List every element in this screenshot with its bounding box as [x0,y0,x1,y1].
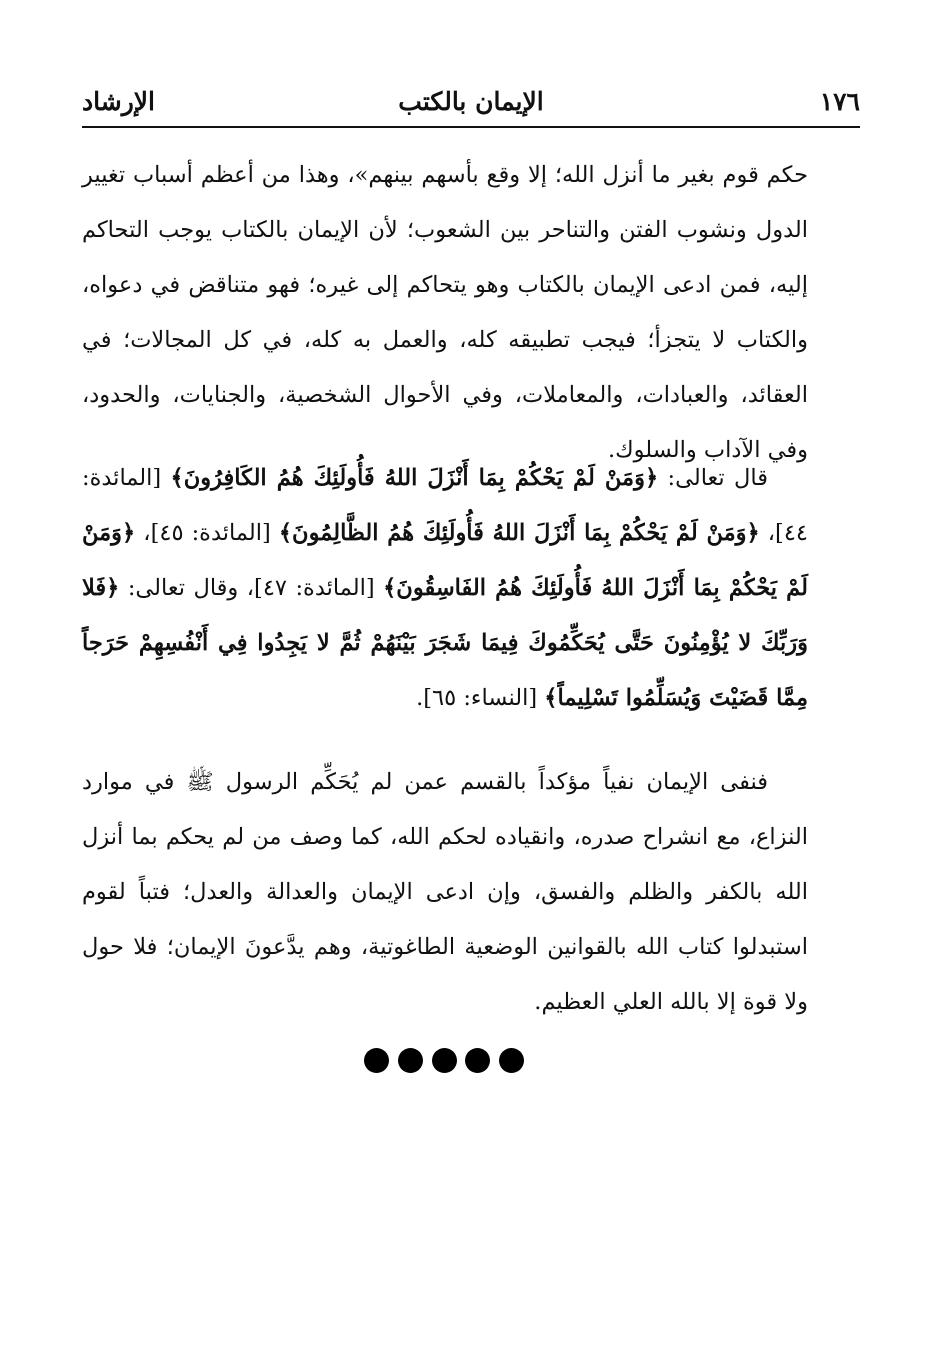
header-rule [82,126,860,128]
divider-dot [432,1048,457,1073]
quran-verse-1: ﴿وَمَنْ لَمْ يَحْكُمْ بِمَا أَنْزَلَ اللهُ فَأُولَئِكَ هُمُ الكَافِرُونَ﴾ [170,465,659,491]
verse-ref-2: [المائدة: ٤٥]، [135,520,279,546]
page-header [82,82,860,122]
chapter-title: الإيمان بالكتب [398,87,544,116]
verse-ref-1: [المائدة: ٤٤]، [82,465,809,546]
quran-verse-3: ﴿وَمَنْ لَمْ يَحْكُمْ بِمَا أَنْزَلَ اللهُ فَأُولَئِكَ هُمُ الفَاسِقُونَ﴾ [82,520,809,601]
quote-intro: قال تعالى: [658,465,768,491]
paragraph-3-body: فنفى الإيمان نفياً مؤكداً بالقسم عمن لم يُحَكِّم الرسول ﷺ في موارد النزاع، مع انشراح صدره، وانقياده لحكم الله، كما وصف من لم يحكم بما أنزل الله بالكفر والظلم والفسق، وإن ادعى الإيمان والعدالة والعدل؛ فتباً لقوم استبدلوا كتاب الله بالقوانين الوضعية الطاغوتية، وهم يدَّعونَ الإيمان؛ فلا حول ولا قوة إلا بالله العلي العظيم. [82,769,808,1015]
paragraph-2 [82,451,808,726]
quran-verse-2: ﴿وَمَنْ لَمْ يَحْكُمْ بِمَا أَنْزَلَ اللهُ فَأُولَئِكَ هُمُ الظَّالِمُونَ﴾ [278,520,760,546]
divider-dot [398,1048,423,1073]
paragraph-3 [82,755,808,1030]
paragraph-3-text [82,755,808,1030]
verse-ref-3: [المائدة: ٤٧]، وقال تعالى: [119,575,384,601]
book-title: الإرشاد [82,87,155,116]
section-end-divider [364,1046,524,1074]
divider-dot [499,1048,524,1073]
paragraph-1-text: حكم قوم بغير ما أنزل الله؛ إلا وقع بأسهم بينهم»، وهذا من أعظم أسباب تغيير الدول ونشوب الفتن والتناحر بين الشعوب؛ لأن الإيمان بالكتاب يوجب التحاكم إليه، فمن ادعى الإيمان بالكتاب وهو يتحاكم إلى غيره؛ فهو متناقض في دعواه، والكتاب لا يتجزأ؛ فيجب تطبيقه كله، والعمل به كله، في كل المجالات؛ في العقائد، والعبادات، والمعاملات، وفي الأحوال الشخصية، والجنايات، والحدود، وفي الآداب والسلوك. [82,162,808,463]
divider-dot [465,1048,490,1073]
page-number: ١٧٦ [819,87,860,116]
paragraph-2-text [82,451,808,726]
divider-dot [364,1048,389,1073]
quran-verse-4: ﴿فَلا وَرَبِّكَ لا يُؤْمِنُونَ حَتَّى يُحَكِّمُوكَ فِيمَا شَجَرَ بَيْنَهُمْ ثُمَّ لا يَجِدُوا فِي أَنْفُسِهِمْ حَرَجاً مِمَّا قَضَيْتَ وَيُسَلِّمُوا تَسْلِيماً﴾ [82,575,808,711]
paragraph-1 [82,148,808,478]
verse-ref-4: [النساء: ٦٥]. [416,685,545,711]
